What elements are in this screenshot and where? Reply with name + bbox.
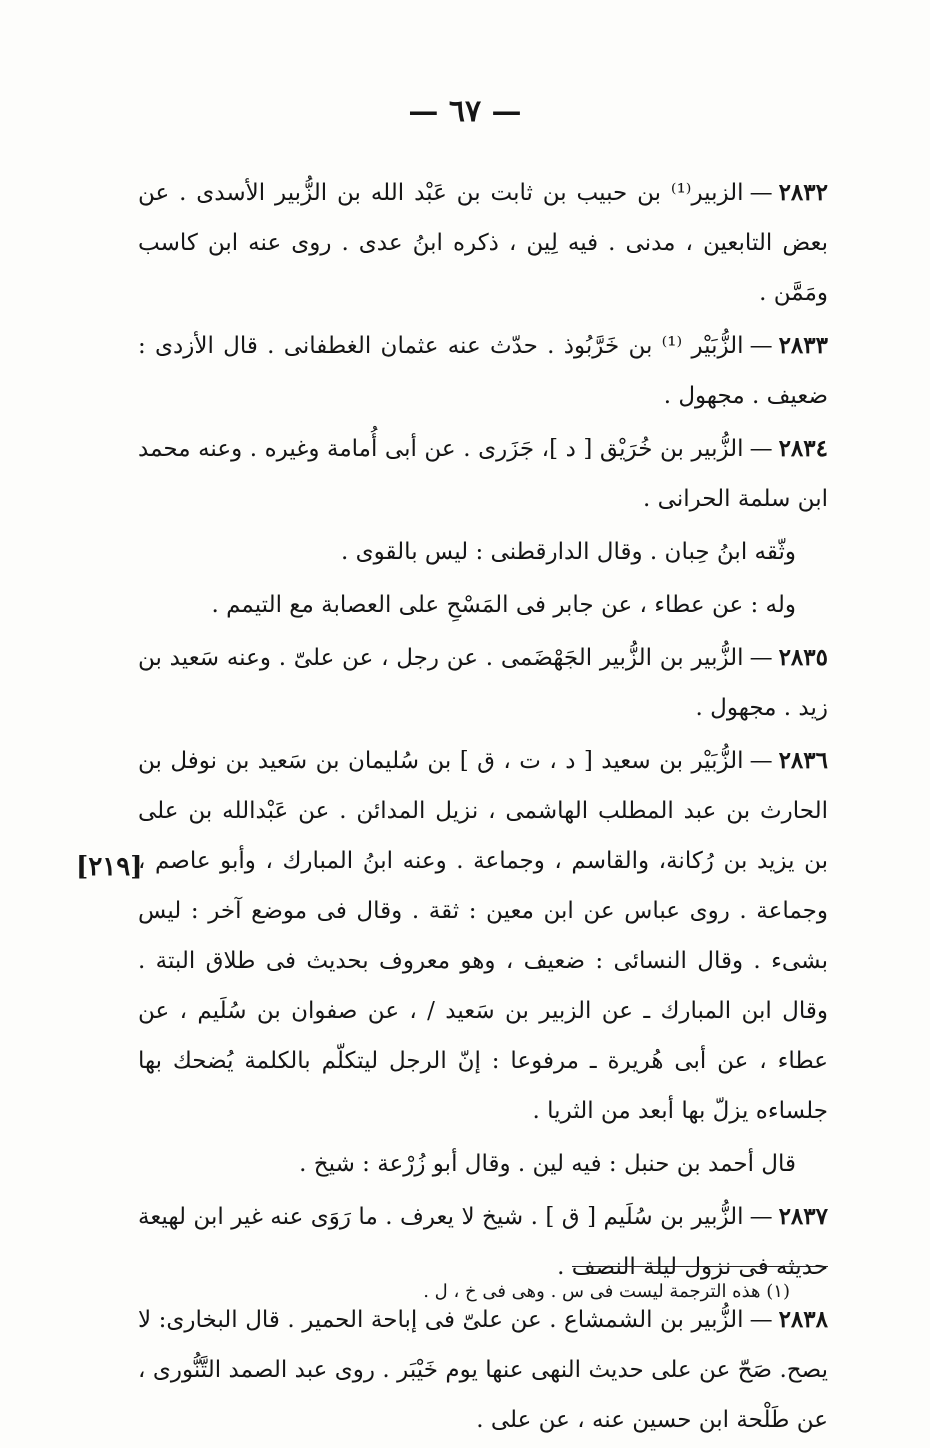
entry-2836: ٢٨٣٦—الزُّبَيْر بن سعيد [ د ، ت ، ق ] بن سُليمان بن سَعيد بن نوفل بن الحارث بن عبد المطلب الهاشمى ، نزيل المدائن . عن عَبْدالله بن على بن يزيد بن رُكانة، والقاسم ، وجماعة . وعنه ابنُ المبارك ، وأبو عاصم ، وجماعة . روى عباس عن ابن معين : ثقة . وقال فى موضع آخر : ليس بشىء . وقال النسائى : ضعيف ، وهو معروف بحديث فى طلاق البتة . وقال ابن المبارك ـ عن الزبير بن سَعيد / ، عن صفوان بن سُلَيم ، عن عطاء ، عن أبى هُريرة ـ مرفوعا : إنّ الرجل ليتكلّم بالكلمة يُضحك بها جلساءه يزلّ بها أبعد من الثريا . bbox=[138, 747, 828, 1124]
entry-2837: ٢٨٣٧—الزُّبير بن سُلَيم [ ق ] . شيخ لا يعرف . ما رَوَى عنه غير ابن لهيعة حديثه فى نزول ليلة النصف . bbox=[138, 1203, 828, 1280]
entry-text: الزُّبير بن خُرَيْق [ د ]، جَزَرى . عن أبى أُمامة وغيره . وعنه محمد ابن سلمة الحرانى . bbox=[138, 436, 828, 512]
entry-2838: ٢٨٣٨—الزُّبير بن الشمشاع . عن علىّ فى إباحة الحمير . قال البخارى: لا يصح. صَحّ عن على حديث النهى عنها يوم خَيْبَر . روى عبد الصمد التَّنُّورى ، عن طَلْحة ابن حسين عنه ، عن على . bbox=[138, 1306, 828, 1433]
entry-number: ٢٨٣٤ bbox=[778, 435, 828, 462]
main-text bbox=[138, 168, 828, 1448]
entry-2834-para-2: وله : عن عطاء ، عن جابر فى المَسْحِ على العصابة مع التيمم . bbox=[211, 592, 796, 618]
entry-text: الزُّبير بن الزُّبير الجَهْضَمى . عن رجل ، عن علىّ . وعنه سَعيد بن زيد . مجهول . bbox=[138, 645, 828, 721]
entry-text: الزُّبير بن الشمشاع . عن علىّ فى إباحة الحمير . قال البخارى: لا يصح. صَحّ عن على حديث النهى عنها يوم خَيْبَر . روى عبد الصمد التَّنُّورى ، عن طَلْحة ابن حسين عنه ، عن على . bbox=[138, 1307, 828, 1433]
entry-2833: ٢٨٣٣—الزُّبَيْر ⁽¹⁾ بن خَرَّبُوذ . حدّث عنه عثمان الغطفانى . قال الأزدى : ضعيف . مجهول . bbox=[138, 332, 828, 409]
entry-text: الزُّبَيْر ⁽¹⁾ بن خَرَّبُوذ . حدّث عنه عثمان الغطفانى . قال الأزدى : ضعيف . مجهول . bbox=[138, 333, 828, 409]
entry-text: الزُّبير بن سُلَيم [ ق ] . شيخ لا يعرف . ما رَوَى عنه غير ابن لهيعة حديثه فى نزول ليلة النصف . bbox=[138, 1204, 828, 1280]
entry-2836-para-1: قال أحمد بن حنبل : فيه لين . وقال أبو زُرْعة : شيخ . bbox=[299, 1151, 796, 1177]
entry-text: الزُّبَيْر بن سعيد [ د ، ت ، ق ] بن سُليمان بن سَعيد بن نوفل بن الحارث بن عبد المطلب الهاشمى ، نزيل المدائن . عن عَبْدالله بن على بن يزيد بن رُكانة، والقاسم ، وجماعة . وعنه ابنُ المبارك ، وأبو عاصم ، وجماعة . روى عباس عن ابن معين : ثقة . وقال فى موضع آخر : ليس بشىء . وقال النسائى : ضعيف ، وهو معروف بحديث فى طلاق البتة . وقال ابن المبارك ـ عن الزبير بن سَعيد / ، عن صفوان بن سُلَيم ، عن عطاء ، عن أبى هُريرة ـ مرفوعا : إنّ الرجل ليتكلّم بالكلمة يُضحك بها جلساءه يزلّ بها أبعد من الثريا . bbox=[138, 748, 828, 1124]
entry-number: ٢٨٣٦ bbox=[778, 747, 828, 774]
entry-2835: ٢٨٣٥—الزُّبير بن الزُّبير الجَهْضَمى . عن رجل ، عن علىّ . وعنه سَعيد بن زيد . مجهول . bbox=[138, 644, 828, 721]
margin-page-marker: [٢١٩] bbox=[76, 852, 143, 882]
footnote-divider bbox=[572, 1266, 828, 1267]
footnote: (١) هذه الترجمة ليست فى س . وهى فى خ ، ل . bbox=[423, 1281, 790, 1302]
entry-2834: ٢٨٣٤—الزُّبير بن خُرَيْق [ د ]، جَزَرى . عن أبى أُمامة وغيره . وعنه محمد ابن سلمة الحرانى . bbox=[138, 435, 828, 512]
entry-number: ٢٨٣٥ bbox=[778, 644, 828, 671]
entry-2834-para-1: وثّقه ابنُ حِبان . وقال الدارقطنى : ليس بالقوى . bbox=[341, 539, 796, 565]
entry-number: ٢٨٣٢ bbox=[778, 179, 828, 206]
entry-number: ٢٨٣٧ bbox=[778, 1203, 828, 1230]
entry-2832: ٢٨٣٢—الزبير⁽¹⁾ بن حبيب بن ثابت بن عَبْد الله بن الزُّبير الأسدى . عن بعض التابعين ، مدنى . فيه لِين ، ذكره ابنُ عدى . روى عنه ابن كاسب ومَمَّن . bbox=[138, 179, 828, 306]
page-number: — ٦٧ — bbox=[408, 94, 522, 129]
entry-number: ٢٨٣٣ bbox=[778, 332, 828, 359]
entry-text: الزبير⁽¹⁾ بن حبيب بن ثابت بن عَبْد الله بن الزُّبير الأسدى . عن بعض التابعين ، مدنى . فيه لِين ، ذكره ابنُ عدى . روى عنه ابن كاسب ومَمَّن . bbox=[138, 180, 828, 306]
entry-number: ٢٨٣٨ bbox=[778, 1306, 828, 1333]
